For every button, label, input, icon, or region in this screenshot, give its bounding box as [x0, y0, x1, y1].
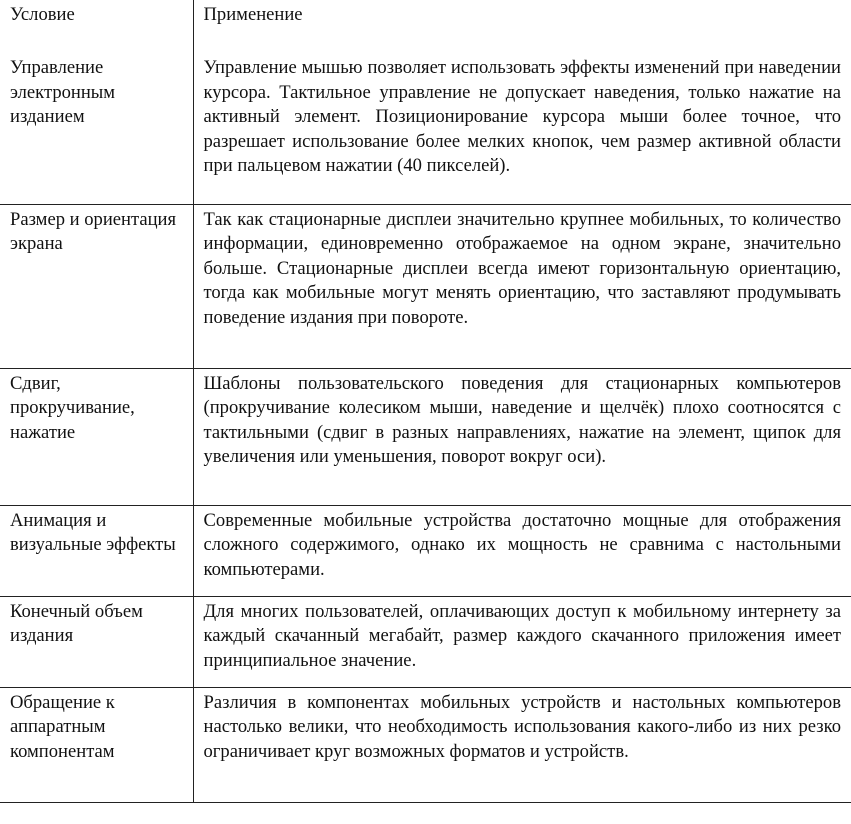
header-condition: Условие: [0, 0, 193, 53]
table-row: [0, 53, 851, 204]
table-row: [0, 596, 851, 687]
application-cell: Современные мобильные устройства достаточно мощные для отображения сложного содержимого, однако их мощность не сравнима с настольными компьютерами.: [193, 505, 851, 596]
application-cell: Шаблоны пользовательского поведения для стационарных компьютеров (прокручивание колесиком мыши, наведение и щелчёк) плохо соотносятся с тактильными (сдвиг в разных направлениях, нажатие на элемент, щипок для увеличения или уменьшения, поворот вокруг оси).: [193, 368, 851, 505]
condition-cell: Конечный объем издания: [0, 596, 193, 687]
condition-cell: Сдвиг, прокручивание, нажатие: [0, 368, 193, 505]
condition-cell: Управление электронным изданием: [0, 53, 193, 204]
condition-cell: Анимация и визуальные эффекты: [0, 505, 193, 596]
condition-cell: Размер и ориентация экрана: [0, 204, 193, 368]
table-header-row: [0, 0, 851, 53]
header-application: Применение: [203, 4, 303, 25]
application-cell: Так как стационарные дисплеи значительно крупнее мобильных, то количество информации, единовременно отображаемое на одном экране, значительно больше. Стационарные дисплеи всегда имеют горизонтальную ориентацию, тогда как мобильные могут менять ориентацию, что заставляют продумывать поведение издания при повороте.: [193, 204, 851, 368]
condition-cell: Обращение к аппаратным компонентам: [0, 687, 193, 802]
application-cell: Управление мышью позволяет использовать эффекты изменений при наведении курсора. Тактильное управление не допускает наведения, только нажатие на активный элемент. Позиционирование курсора мыши более точное, что разрешает использование более мелких кнопок, чем размер активной области при пальцевом нажатии (40 пикселей).: [193, 53, 851, 204]
table-row: [0, 687, 851, 802]
application-cell: Для многих пользователей, оплачивающих доступ к мобильному интернету за каждый скачанный мегабайт, размер каждого скачанного приложения имеет принципиальное значение.: [193, 596, 851, 687]
table-row: [0, 505, 851, 596]
application-cell: Различия в компонентах мобильных устройств и настольных компьютеров настолько велики, что необходимость использования какого-либо из них резко ограничивает круг возможных форматов и устройств.: [193, 687, 851, 802]
table-row: [0, 204, 851, 368]
table-row: [0, 368, 851, 505]
